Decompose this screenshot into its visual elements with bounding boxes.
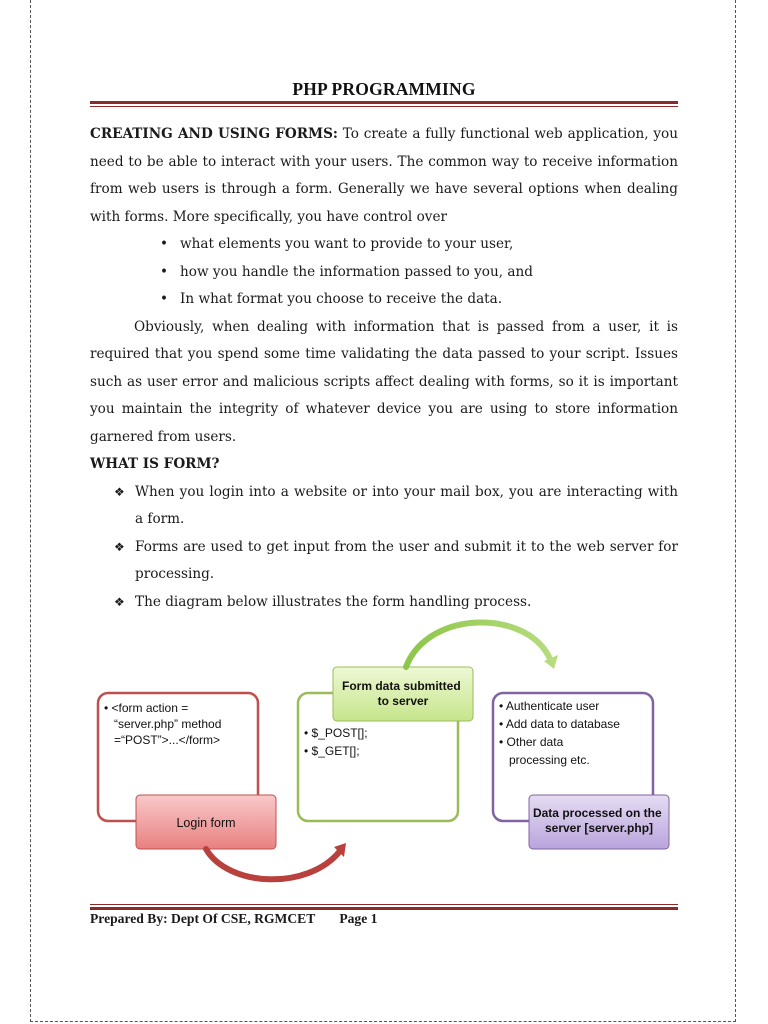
section-point-list — [90, 479, 678, 617]
login-form-label: Login form — [176, 816, 236, 830]
server-process-box — [493, 693, 669, 849]
intro-paragraph — [90, 121, 678, 231]
list-item: ❖ Forms are used to get input from the user and submit it to the web server for processing. — [90, 534, 678, 589]
page-footer — [90, 911, 377, 927]
intro-text: To create a fully functional web application, you need to be able to interact with your users. The common way to receive information from web users is through a form. Generally we have several options when dealing with forms. More specifically, you have control over — [90, 126, 678, 225]
document-body — [90, 121, 678, 616]
list-item: ❖ The diagram below illustrates the form handling process. — [90, 589, 678, 617]
box2-line: • $_POST[]; — [304, 726, 368, 740]
server-submit-title: Form data submitted to server — [341, 679, 461, 708]
header-rule — [90, 101, 678, 107]
box1-line: • <form action = — [104, 701, 189, 715]
prepared-by: Prepared By: Dept Of CSE, RGMCET — [90, 911, 316, 926]
form-handling-diagram — [88, 615, 688, 895]
page-title: PHP PROGRAMMING — [292, 79, 476, 99]
diamond-bullet-icon: ❖ — [114, 539, 125, 554]
list-item: • In what format you choose to receive the data. — [90, 286, 678, 314]
intro-heading: CREATING AND USING FORMS: — [90, 126, 338, 142]
login-form-box — [98, 693, 276, 849]
list-item: • how you handle the information passed to you, and — [90, 259, 678, 287]
bullet-icon: • — [160, 263, 169, 280]
diamond-bullet-icon: ❖ — [114, 594, 125, 609]
list-item: ❖ When you login into a website or into your mail box, you are interacting with a form. — [90, 479, 678, 534]
box3-line: • Authenticate user — [499, 699, 600, 713]
box1-line: =“POST”>...</form> — [114, 733, 221, 747]
diamond-bullet-icon: ❖ — [114, 484, 125, 499]
box3-line: • Add data to database — [499, 717, 620, 731]
server-submit-box — [298, 667, 473, 821]
box3-line: • Other data — [499, 735, 564, 749]
server-process-label: Data processed on the server [server.php] — [532, 806, 662, 835]
section-heading: WHAT IS FORM? — [90, 456, 220, 472]
box2-line: • $_GET[]; — [304, 744, 360, 758]
bullet-icon: • — [160, 236, 169, 252]
green-curve-arrow-icon — [406, 622, 558, 669]
footer-rule — [90, 904, 678, 910]
validation-paragraph: Obviously, when dealing with information that is passed from a user, it is required that you spend some time validating the data passed to your script. Issues such as user error and malicious scripts affect dealing with forms, so it is important you maintain the integrity of whatever device you are using to store information garnered from users. — [90, 318, 678, 445]
box1-line: “server.php” method — [114, 717, 222, 731]
box3-line: processing etc. — [509, 753, 590, 767]
bullet-icon: • — [160, 291, 169, 307]
list-item: • what elements you want to provide to your user, — [90, 231, 678, 259]
intro-bullet-list — [90, 231, 678, 314]
page-number: Page 1 — [339, 911, 378, 926]
